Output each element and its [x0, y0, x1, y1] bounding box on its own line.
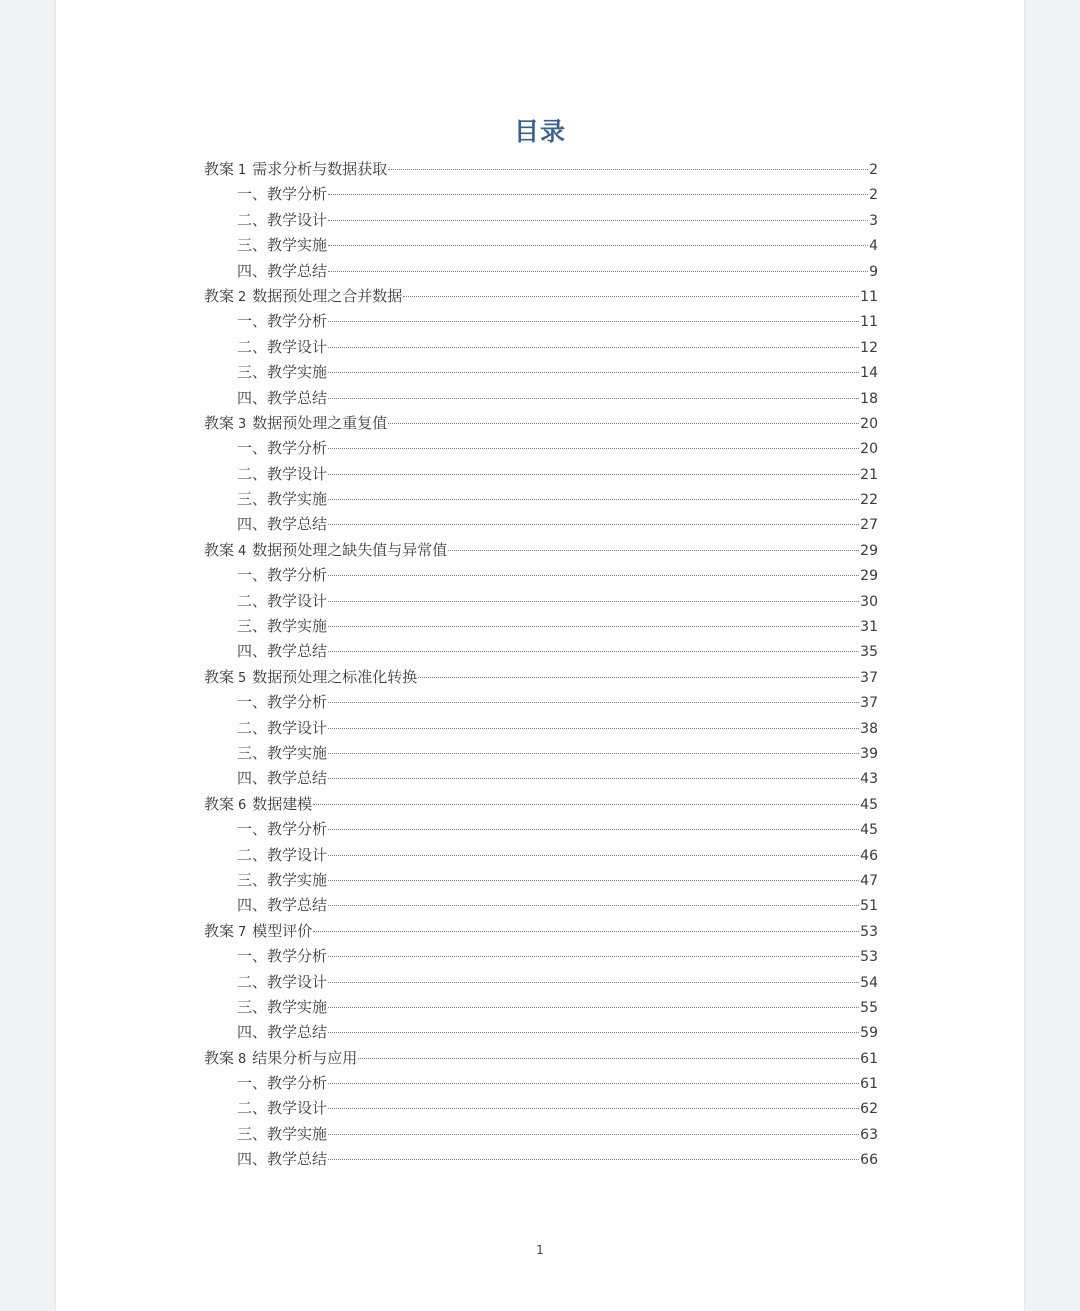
toc-dot-leader	[328, 245, 868, 246]
toc-entry-page: 29	[860, 568, 878, 585]
toc-entry-page: 45	[860, 796, 878, 813]
toc-entry-text: 三、教学实施	[237, 743, 328, 762]
toc-entry-text: 一、教学分析	[237, 439, 328, 458]
toc-entry-text: 二、教学设计	[237, 210, 328, 229]
toc-entry-page: 4	[869, 238, 878, 255]
toc-entry-label	[237, 309, 327, 334]
toc-dot-leader	[313, 804, 859, 805]
toc-entry-page: 59	[860, 1025, 878, 1042]
toc-entry-section[interactable]	[204, 970, 878, 995]
toc-entry-section[interactable]	[204, 766, 878, 791]
toc-entry-label	[237, 843, 327, 868]
toc-entry-page: 55	[860, 999, 878, 1016]
toc-chapter-number: 1	[238, 163, 247, 178]
toc-entry-label	[204, 1046, 357, 1072]
toc-dot-leader	[328, 1032, 859, 1033]
toc-chapter-prefix: 教案	[204, 160, 235, 178]
toc-chapter-prefix: 教案	[204, 921, 235, 940]
toc-entry-text: 四、教学总结	[237, 769, 328, 788]
toc-entry-section[interactable]	[204, 614, 878, 639]
toc-entry-page: 37	[860, 669, 878, 686]
toc-entry-text: 二、教学设计	[237, 1099, 328, 1118]
toc-entry-text: 数据预处理之重复值	[252, 413, 388, 432]
toc-entry-page: 46	[860, 847, 878, 864]
toc-dot-leader	[328, 905, 859, 906]
toc-entry-page: 11	[860, 314, 878, 331]
toc-entry-label	[237, 386, 327, 411]
toc-dot-leader	[328, 1108, 859, 1109]
toc-dot-leader	[328, 194, 868, 195]
toc-entry-section[interactable]	[204, 309, 878, 334]
toc-entry-page: 9	[869, 263, 878, 280]
toc-entry-page: 45	[860, 822, 878, 839]
toc-entry-text: 二、教学设计	[237, 718, 328, 737]
toc-dot-leader	[328, 524, 859, 525]
toc-entry-page: 30	[860, 593, 878, 610]
toc-entry-page: 39	[860, 745, 878, 762]
toc-entry-text: 一、教学分析	[237, 947, 328, 966]
toc-entry-section[interactable]	[204, 868, 878, 893]
toc-entry-page: 18	[860, 390, 878, 407]
toc-entry-section[interactable]	[204, 639, 878, 664]
toc-entry-section[interactable]	[204, 360, 878, 385]
toc-entry-text: 结果分析与应用	[252, 1048, 358, 1067]
toc-entry-section[interactable]	[204, 690, 878, 715]
toc-entry-page: 11	[860, 288, 878, 305]
toc-entry-page: 29	[860, 542, 878, 559]
toc-entry-label	[237, 741, 327, 766]
toc-chapter-number: 4	[238, 543, 247, 559]
toc-entry-label	[237, 259, 327, 284]
toc-entry-label	[237, 487, 327, 512]
toc-entry-section[interactable]	[204, 512, 878, 537]
toc-entry-label	[237, 1096, 327, 1121]
toc-entry-page: 63	[860, 1126, 878, 1143]
toc-entry-text: 需求分析与数据获取	[252, 160, 388, 178]
toc-dot-leader	[328, 880, 859, 881]
toc-dot-leader	[328, 271, 868, 272]
toc-entry-label	[237, 589, 327, 614]
toc-entry-section[interactable]	[204, 386, 878, 411]
toc-entry-text: 三、教学实施	[237, 363, 328, 382]
toc-entry-section[interactable]	[204, 436, 878, 461]
toc-entry-text: 四、教学总结	[237, 1023, 328, 1042]
toc-entry-page: 53	[860, 949, 878, 966]
toc-dot-leader	[328, 753, 859, 754]
toc-entry-section[interactable]	[204, 995, 878, 1020]
toc-entry-page: 35	[860, 644, 878, 661]
toc-chapter-number: 3	[238, 416, 247, 432]
toc-entry-page: 61	[860, 1076, 878, 1093]
toc-entry-page: 31	[860, 619, 878, 636]
toc-dot-leader	[328, 499, 859, 500]
toc-entry-page: 12	[860, 339, 878, 356]
toc-dot-leader	[328, 575, 859, 576]
toc-entry-label	[237, 436, 327, 461]
toc-entry-text: 一、教学分析	[237, 566, 328, 585]
toc-entry-chapter[interactable]	[204, 411, 878, 436]
toc-entry-text: 一、教学分析	[237, 1074, 328, 1093]
toc-entry-label	[237, 995, 327, 1020]
toc-entry-label	[237, 335, 327, 360]
toc-dot-leader	[403, 296, 859, 297]
toc-entry-label	[237, 1147, 327, 1172]
toc-entry-label	[237, 182, 327, 207]
toc-entry-page: 14	[860, 365, 878, 382]
toc-entry-page: 27	[860, 517, 878, 534]
toc-entry-text: 四、教学总结	[237, 515, 328, 534]
toc-entry-label	[237, 970, 327, 995]
toc-entry-text: 二、教学设计	[237, 845, 328, 864]
toc-entry-section[interactable]	[204, 1147, 878, 1172]
toc-entry-page: 62	[860, 1101, 878, 1118]
toc-entry-section[interactable]	[204, 233, 878, 258]
toc-entry-page: 2	[869, 162, 878, 178]
toc-entry-text: 四、教学总结	[237, 896, 328, 915]
toc-chapter-prefix: 教案	[204, 286, 235, 305]
toc-entry-label	[237, 639, 327, 664]
toc-entry-section[interactable]	[204, 1071, 878, 1096]
toc-entry-label	[237, 690, 327, 715]
toc-list	[204, 157, 878, 1173]
toc-entry-page: 54	[860, 974, 878, 991]
toc-entry-chapter[interactable]	[204, 284, 878, 309]
toc-entry-chapter[interactable]	[204, 157, 878, 182]
toc-entry-label	[204, 538, 447, 564]
toc-entry-section[interactable]	[204, 208, 878, 233]
toc-entry-label	[237, 233, 327, 258]
toc-entry-section[interactable]	[204, 563, 878, 588]
toc-entry-label	[204, 157, 387, 183]
toc-entry-page: 51	[860, 898, 878, 915]
toc-entry-text: 四、教学总结	[237, 642, 328, 661]
toc-entry-page: 3	[869, 212, 878, 229]
toc-chapter-number: 6	[238, 797, 247, 813]
toc-dot-leader	[388, 423, 859, 424]
toc-entry-text: 一、教学分析	[237, 693, 328, 712]
toc-entry-text: 一、教学分析	[237, 312, 328, 331]
toc-entry-section[interactable]	[204, 1122, 878, 1147]
toc-entry-page: 47	[860, 872, 878, 889]
toc-dot-leader	[328, 855, 859, 856]
toc-dot-leader	[328, 398, 859, 399]
toc-entry-text: 一、教学分析	[237, 185, 328, 204]
toc-dot-leader	[328, 1083, 859, 1084]
toc-entry-text: 三、教学实施	[237, 490, 328, 509]
toc-chapter-number: 7	[238, 924, 247, 940]
toc-entry-page: 20	[860, 415, 878, 432]
toc-entry-label	[237, 208, 327, 233]
toc-entry-label	[204, 919, 312, 945]
toc-entry-section[interactable]	[204, 259, 878, 284]
toc-dot-leader	[328, 601, 859, 602]
toc-entry-text: 三、教学实施	[237, 870, 328, 889]
toc-chapter-number: 8	[238, 1051, 247, 1067]
toc-entry-label	[237, 893, 327, 918]
toc-entry-text: 四、教学总结	[237, 388, 328, 407]
toc-entry-section[interactable]	[204, 182, 878, 207]
toc-entry-page: 53	[860, 923, 878, 940]
toc-entry-label	[237, 1071, 327, 1096]
toc-entry-text: 模型评价	[252, 921, 313, 940]
toc-entry-label	[237, 563, 327, 588]
toc-dot-leader	[328, 728, 859, 729]
toc-dot-leader	[328, 651, 859, 652]
toc-dot-leader	[328, 321, 859, 322]
toc-entry-section[interactable]	[204, 1096, 878, 1121]
toc-entry-label	[237, 1020, 327, 1045]
toc-dot-leader	[313, 931, 859, 932]
toc-entry-text: 四、教学总结	[237, 261, 328, 280]
toc-dot-leader	[388, 169, 868, 170]
toc-entry-page: 22	[860, 492, 878, 509]
toc-dot-leader	[328, 626, 859, 627]
toc-dot-leader	[448, 550, 859, 551]
toc-entry-label	[204, 411, 387, 437]
toc-dot-leader	[328, 347, 859, 348]
toc-entry-section[interactable]	[204, 944, 878, 969]
toc-entry-text: 二、教学设计	[237, 337, 328, 356]
toc-entry-page: 20	[860, 441, 878, 458]
toc-chapter-prefix: 教案	[204, 667, 235, 686]
toc-entry-text: 二、教学设计	[237, 591, 328, 610]
toc-entry-text: 数据预处理之缺失值与异常值	[252, 540, 448, 559]
toc-chapter-number: 5	[238, 670, 247, 686]
toc-entry-label	[237, 614, 327, 639]
toc-dot-leader	[328, 702, 859, 703]
toc-entry-text: 数据预处理之合并数据	[252, 286, 403, 305]
toc-entry-section[interactable]	[204, 741, 878, 766]
toc-entry-label	[204, 284, 402, 310]
toc-dot-leader	[328, 220, 868, 221]
toc-entry-text: 二、教学设计	[237, 972, 328, 991]
toc-chapter-prefix: 教案	[204, 540, 235, 559]
toc-dot-leader	[328, 1159, 859, 1160]
toc-entry-chapter[interactable]	[204, 919, 878, 944]
toc-chapter-prefix: 教案	[204, 1048, 235, 1067]
toc-entry-page: 38	[860, 720, 878, 737]
toc-entry-text: 三、教学实施	[237, 236, 328, 255]
toc-entry-text: 四、教学总结	[237, 1150, 328, 1169]
toc-entry-label	[237, 716, 327, 741]
toc-entry-section[interactable]	[204, 462, 878, 487]
toc-entry-chapter[interactable]	[204, 665, 878, 690]
toc-chapter-prefix: 教案	[204, 413, 235, 432]
toc-dot-leader	[328, 372, 859, 373]
toc-entry-page: 43	[860, 771, 878, 788]
toc-dot-leader	[328, 1007, 859, 1008]
toc-dot-leader	[358, 1058, 859, 1059]
toc-dot-leader	[418, 677, 859, 678]
toc-entry-label	[237, 766, 327, 791]
toc-entry-section[interactable]	[204, 589, 878, 614]
toc-entry-page: 66	[860, 1152, 878, 1169]
toc-dot-leader	[328, 778, 859, 779]
toc-entry-page: 21	[860, 466, 878, 483]
toc-entry-chapter[interactable]	[204, 538, 878, 563]
page-number: 1	[536, 1243, 544, 1257]
toc-entry-text: 二、教学设计	[237, 464, 328, 483]
toc-entry-text: 数据预处理之标准化转换	[252, 667, 418, 686]
toc-title: 目录	[513, 117, 566, 146]
toc-entry-chapter[interactable]	[204, 792, 878, 817]
document-page	[56, 0, 1024, 1311]
toc-entry-section[interactable]	[204, 893, 878, 918]
toc-entry-page: 61	[860, 1050, 878, 1067]
toc-entry-label	[237, 360, 327, 385]
toc-entry-page: 37	[860, 695, 878, 712]
toc-entry-section[interactable]	[204, 1020, 878, 1045]
toc-entry-text: 三、教学实施	[237, 997, 328, 1016]
toc-entry-text: 三、教学实施	[237, 617, 328, 636]
toc-chapter-number: 2	[238, 289, 247, 305]
toc-entry-section[interactable]	[204, 843, 878, 868]
toc-chapter-prefix: 教案	[204, 794, 235, 813]
toc-entry-text: 一、教学分析	[237, 820, 328, 839]
toc-dot-leader	[328, 474, 859, 475]
toc-dot-leader	[328, 448, 859, 449]
toc-entry-chapter[interactable]	[204, 1046, 878, 1071]
toc-entry-label	[237, 462, 327, 487]
toc-dot-leader	[328, 982, 859, 983]
toc-entry-label	[237, 512, 327, 537]
toc-entry-label	[204, 792, 312, 818]
toc-entry-section[interactable]	[204, 716, 878, 741]
toc-entry-label	[237, 944, 327, 969]
toc-entry-text: 数据建模	[252, 794, 313, 813]
toc-entry-page: 2	[869, 187, 878, 204]
toc-entry-label	[204, 665, 417, 691]
toc-entry-label	[237, 817, 327, 842]
toc-entry-section[interactable]	[204, 335, 878, 360]
toc-entry-section[interactable]	[204, 817, 878, 842]
toc-dot-leader	[328, 1134, 859, 1135]
toc-entry-section[interactable]	[204, 487, 878, 512]
toc-dot-leader	[328, 829, 859, 830]
toc-entry-text: 三、教学实施	[237, 1124, 328, 1143]
toc-entry-label	[237, 1122, 327, 1147]
toc-entry-label	[237, 868, 327, 893]
toc-dot-leader	[328, 956, 859, 957]
